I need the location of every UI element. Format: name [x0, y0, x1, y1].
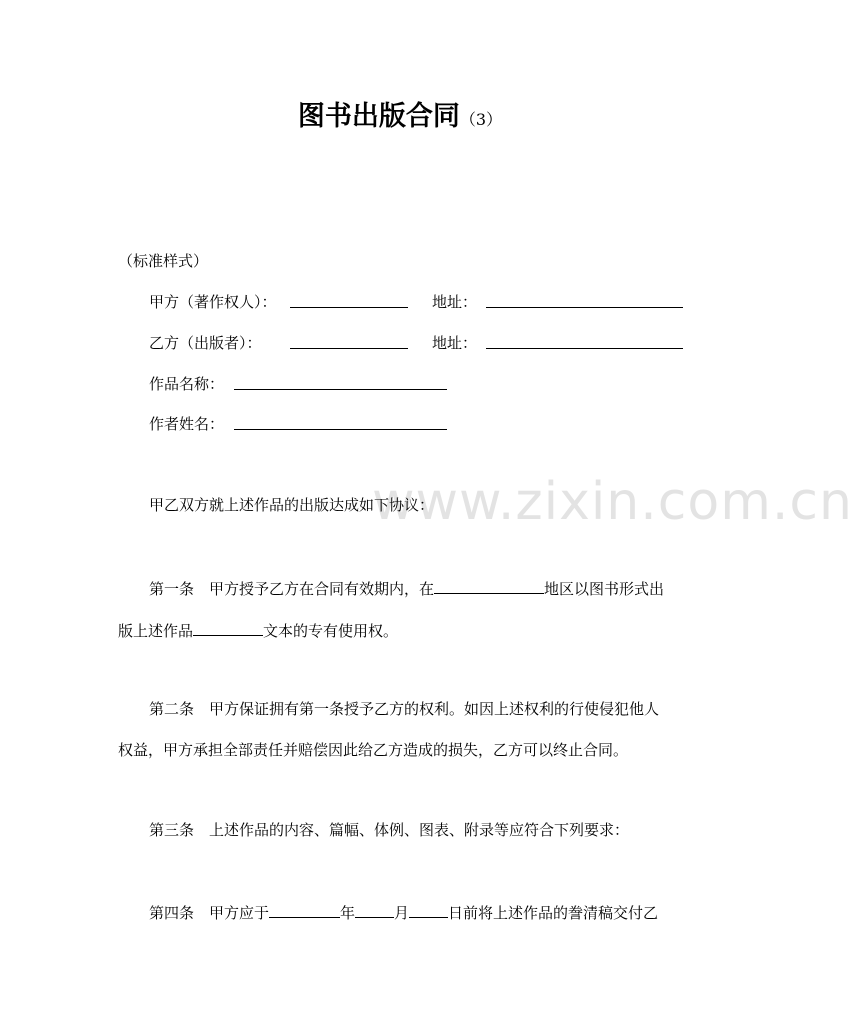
work-title-label: 作品名称：: [149, 375, 225, 393]
party-a-address-blank[interactable]: [486, 292, 683, 308]
article-3-line-1: 第三条 上述作品的内容、篇幅、体例、图表、附录等应符合下列要求：: [149, 821, 630, 839]
article-2-line-1: 第二条 甲方保证拥有第一条授予乙方的权利。如因上述权利的行使侵犯他人: [149, 700, 660, 718]
author-name-label: 作者姓名：: [149, 415, 225, 433]
article-4-text-b: 日前将上述作品的誊清稿交付乙: [448, 904, 659, 922]
article-4-month-label: 月: [394, 904, 410, 922]
article-4-month-blank[interactable]: [355, 902, 394, 918]
article-4-day-blank[interactable]: [409, 902, 448, 918]
article-1-text-a: 第一条 甲方授予乙方在合同有效期内，在: [149, 580, 435, 598]
agreement-intro: 甲乙双方就上述作品的出版达成如下协议：: [149, 496, 435, 514]
article-1-line-2: [118, 620, 398, 641]
party-a-address-label: 地址：: [432, 293, 478, 311]
article-1-text-b: 地区以图书形式出: [544, 580, 665, 598]
watermark: www.zixin.com.cn: [372, 472, 853, 532]
document-title: [0, 94, 800, 133]
article-1-text-d: 文本的专有使用权。: [263, 622, 399, 640]
article-4-line-1: [149, 902, 658, 923]
party-b-address-label: 地址：: [432, 334, 478, 352]
header-note: （标准样式）: [118, 252, 209, 270]
article-1-text-c: 版上述作品: [118, 622, 194, 640]
work-title-blank[interactable]: [234, 374, 447, 390]
party-b-label: 乙方（出版者）：: [149, 334, 262, 352]
title-number: （3）: [459, 110, 503, 129]
article-4-year-blank[interactable]: [269, 902, 340, 918]
article-1-language-blank[interactable]: [193, 620, 263, 636]
article-4-year-label: 年: [340, 904, 356, 922]
author-name-blank[interactable]: [234, 414, 447, 430]
party-a-blank[interactable]: [290, 292, 408, 308]
party-b-address-blank[interactable]: [486, 333, 683, 349]
title-main: 图书出版合同: [297, 101, 460, 132]
article-4-text-a: 第四条 甲方应于: [149, 904, 270, 922]
article-1-region-blank[interactable]: [434, 578, 544, 594]
article-1-line-1: [149, 578, 664, 599]
party-a-label: 甲方（著作权人）：: [149, 293, 277, 311]
article-2-line-2: 权益，甲方承担全部责任并赔偿因此给乙方造成的损失，乙方可以终止合同。: [118, 741, 629, 759]
party-b-blank[interactable]: [290, 333, 408, 349]
